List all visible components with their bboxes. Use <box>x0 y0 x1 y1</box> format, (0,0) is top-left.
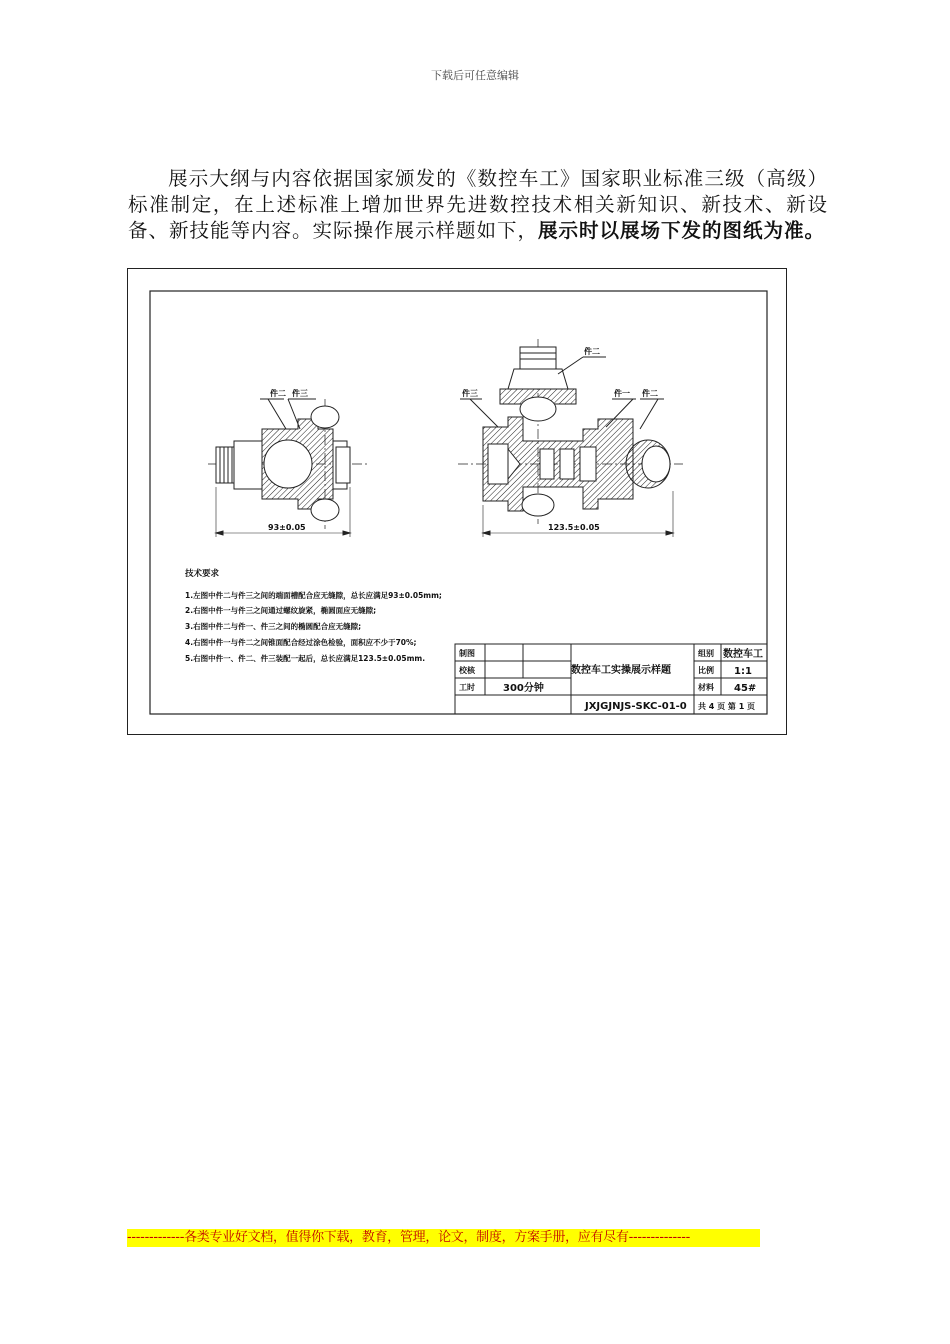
header-note: 下载后可任意编辑 <box>431 69 519 82</box>
tb-title: 数控车工实操展示样题 <box>571 665 671 676</box>
dim-left-length: 93±0.05 <box>268 523 306 532</box>
footer-banner: -------------各类专业好文档，值得你下载，教育，管理，论文，制度，方案手册，应有尽有-------------- <box>127 1229 760 1247</box>
requirement-item: 3.右图中件二与件一、件三之间的椭圆配合应无缝隙; <box>185 622 362 631</box>
label-right-part2-top: 件二 <box>584 347 600 356</box>
tb-scale-label: 比例 <box>698 666 714 675</box>
tb-material-label: 材料 <box>698 683 714 692</box>
requirements-title: 技术要求 <box>185 569 220 579</box>
intro-paragraph <box>128 166 828 244</box>
tb-group-value: 数控车工 <box>723 649 763 660</box>
label-left-part3: 件三 <box>292 389 308 398</box>
requirement-item: 5.右图中件一、件二、件三装配一起后，总长应满足123.5±0.05mm. <box>185 654 426 663</box>
left-assembly <box>208 399 368 537</box>
tb-time-label: 工时 <box>459 683 475 692</box>
requirement-item: 4.右图中件一与件二之间锥面配合经过涂色检验，面积应不少于70%; <box>185 638 417 647</box>
right-assembly <box>458 339 683 537</box>
tb-sheet-info: 共 4 页 第 1 页 <box>698 702 756 711</box>
drawing-canvas <box>128 269 788 736</box>
intro-bold-text: 展示时以展场下发的图纸为准。 <box>538 219 826 242</box>
intro-text: 展示大纲与内容依据国家颁发的《数控车工》国家职业标准三级（高级）标准制定，在上述标准上增加世界先进数控技术相关新知识、新技术、新设备、新技能等内容。实际操作展示样题如下， <box>128 167 828 242</box>
tb-time-value: 300分钟 <box>503 683 544 694</box>
tb-scale-value: 1:1 <box>734 666 752 677</box>
tb-material-value: 45# <box>734 683 757 694</box>
label-right-part2-side: 件二 <box>642 389 658 398</box>
tb-drawing-no: JXJGJNJS-SKC-01-0 <box>585 701 687 712</box>
label-right-part1: 件一 <box>614 389 630 398</box>
tb-checked-label: 校核 <box>459 666 475 675</box>
dim-right-length: 123.5±0.05 <box>548 523 600 532</box>
tb-group-label: 组别 <box>698 649 714 658</box>
requirement-item: 1.左图中件二与件三之间的端面槽配合应无缝隙，总长应满足93±0.05mm; <box>185 591 442 600</box>
engineering-drawing <box>127 268 787 735</box>
label-left-part2: 件二 <box>270 389 286 398</box>
label-right-part3: 件三 <box>462 389 478 398</box>
tb-drawn-label: 制图 <box>459 649 475 658</box>
requirement-item: 2.右图中件一与件三之间通过螺纹旋紧，椭圆面应无缝隙; <box>185 606 377 615</box>
